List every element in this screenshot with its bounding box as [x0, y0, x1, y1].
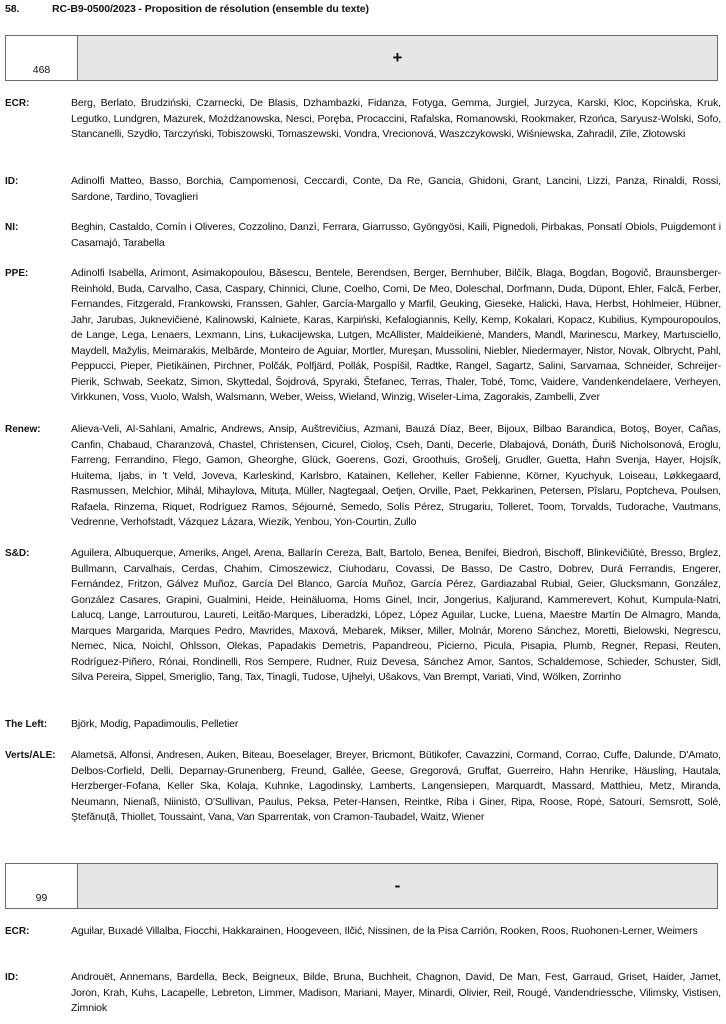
- vote-title-text: RC-B9-0500/2023 - Proposition de résolution (ensemble du texte): [52, 3, 369, 15]
- group-names: Adinolfi Isabella, Arimont, Asimakopoulou, Băsescu, Bentele, Berendsen, Berger, Bernhuber, Bilčík, Blaga, Bogdan, Bogovič, Braunsberger-Reinhold, Buda, Carvalho, Casa, Caspary, Chinnici, Clune, Coelho, Comi, De Meo, Doleschal, Dorfmann, Duda, Düpont, Ehler, Falcă, Ferber, Fernandes, Fitzgerald, Frankowski, Franssen, Gahler, García-Margallo y Marfil, Geuking, Gieseke, Halicki, Hava, Herbst, Hohlmeier, Hübner, Jahr, Jarubas, Juknevičienė, Kalinowski, Kalniete, Karas, Karpiński, Kefalogiannis, Kelly, Kemp, Kokalari, Kopacz, Kubilius, Kympouropoulos, de Lange, Lega, Lenaers, Lexmann, Lins, Łukacijewska, Lutgen, McAllister, Maldeikienė, Manders, Mandl, Marinescu, Markey, Martusciello, Maydell, Mažylis, Meimarakis, Melbārde, Monteiro de Aguiar, Mortler, Mureşan, Mussolini, Niebler, Niedermayer, Nistor, Novak, Olbrycht, Pahl, Peppucci, Pieper, Pietikäinen, Pirchner, Polčák, Polfjärd, Pollák, Pospíšil, Radtke, Rangel, Sagartz, Salini, Sarvamaa, Schneider, Schreijer-Pierik, Schwab, Seekatz, Simon, Skyttedal, Šojdrová, Spyraki, Štefanec, Terras, Thaler, Tobé, Tomc, Vaidere, Vandenkendelaere, Verheyen, Virkkunen, Voss, Vuolo, Walsh, Walsmann, Weber, Weiss, Wieland, Winzig, Wiseler-Lima, Zagorakis, Zambelli, Zver: [71, 267, 721, 403]
- group-ni-for: [5, 220, 721, 251]
- group-label: S&D:: [5, 548, 30, 559]
- group-names: Androuët, Annemans, Bardella, Beck, Beigneux, Bilde, Bruna, Buchheit, Chagnon, David, De Man, Fest, Garraud, Griset, Haider, Jamet, Joron, Krah, Kuhs, Lacapelle, Lebreton, Limmer, Madison, Mariani, Mayer, Minardi, Olivier, Reil, Rougé, Vandendriessche, Vilimsky, Vistisen, Zimniok: [71, 971, 721, 1014]
- group-label: ID:: [5, 176, 19, 187]
- group-ppe-for: [5, 266, 721, 406]
- group-names: Berg, Berlato, Brudziński, Czarnecki, De Blasis, Dzhambazki, Fidanza, Fotyga, Gemma, Jurgiel, Jurzyca, Karski, Kloc, Kopcińska, Kruk, Legutko, Lundgren, Mazurek, Możdżanowska, Nesci, Poręba, Procaccini, Rafalska, Romanowski, Rookmaker, Rzońca, Saryusz-Wolski, Sofo, Stancanelli, Szydło, Tarczyński, Tobiszowski, Tomaszewski, Vondra, Vrecionová, Waszczykowski, Wiśniewska, Zahradil, Zīle, Złotowski: [71, 97, 721, 140]
- group-id-against: [5, 970, 721, 1017]
- vote-count-cell: [6, 864, 78, 908]
- vote-sign-against: -: [78, 864, 717, 908]
- vote-number: 58.: [5, 3, 20, 15]
- group-names: Aguilera, Albuquerque, Ameriks, Angel, Arena, Ballarín Cereza, Balt, Bartolo, Benea, Benifei, Biedroń, Bischoff, Blinkevičiūtė, Bresso, Brglez, Bullmann, Carvalhais, Cerdas, Chahim, Cimoszewicz, Ciuhodaru, Covassi, De Basso, De Castro, Dobrev, Durá Ferrandis, Engerer, Fernández, Fritzon, Gálvez Muñoz, García Del Blanco, García Muñoz, García Pérez, Gardiazabal Rubial, Geier, Glucksmann, González, González Casares, Grapini, Gualmini, Heide, Heinäluoma, Homs Ginel, Incir, Jongerius, Kaljurand, Kammerevert, Kohut, Kumpula-Natri, Lalucq, Lange, Larrouturou, Laureti, Leitão-Marques, Liberadzki, López, López Aguilar, Lucke, Luena, Maestre Martín De Almagro, Manda, Marques Margarida, Marques Pedro, Mavrides, Maxová, Mebarek, Mikser, Miller, Molnár, Moreno Sánchez, Moretti, Bielowski, Negrescu, Nemec, Nica, Noichl, Ohlsson, Olekas, Papadakis Demetris, Papandreou, Picierno, Picula, Pisapia, Plumb, Regner, Repasi, Reuten, Rodríguez-Piñero, Rónai, Rondinelli, Ros Sempere, Rudner, Ruiz Devesa, Sánchez Amor, Santos, Schaldemose, Schieder, Schuster, Sidl, Silva Pereira, Sippel, Smeriglio, Tang, Tax, Tinagli, Tudose, Ujhelyi, Ušakovs, Van Brempt, Variati, Vind, Wölken, Zorrinho: [71, 547, 721, 683]
- group-names: Björk, Modig, Papadimoulis, Pelletier: [71, 718, 239, 730]
- group-label: ECR:: [5, 98, 30, 109]
- group-names: Aguilar, Buxadé Villalba, Fiocchi, Hakkarainen, Hoogeveen, Ilčić, Nissinen, de la Pisa Carrión, Rooken, Roos, Ruohonen-Lerner, Weimers: [71, 925, 698, 937]
- vote-count: 468: [32, 64, 51, 76]
- vote-result-against: [5, 863, 718, 909]
- group-names: Alieva-Veli, Al-Sahlani, Amalric, Andrews, Ansip, Auštrevičius, Azmani, Bauzá Díaz, Beer, Bijoux, Bilbao Barandica, Botoş, Boyer, Cañas, Canfin, Chabaud, Charanzová, Chastel, Christensen, Cicurel, Cioloş, Cseh, Danti, Decerle, Dlabajová, Donáth, Ďuriš Nicholsonová, Eroglu, Farreng, Ferrandino, Flego, Gamon, Gheorghe, Glück, Goerens, Gozi, Groothuis, Grošelj, Grudler, Guetta, Hahn Svenja, Hayer, Hojsík, Huitema, Ijabs, in 't Veld, Joveva, Karleskind, Karlsbro, Katainen, Kelleher, Keller Fabienne, Körner, Kyuchyuk, Loiseau, Løkkegaard, Rasmussen, Melchior, Mihál, Mihaylova, Mituța, Müller, Nagtegaal, Oetjen, Orville, Paet, Pekkarinen, Petersen, Pîslaru, Poptcheva, Poulsen, Rafaela, Rinzema, Riquet, Rodríguez Ramos, Séjourné, Semedo, Solís Pérez, Strugariu, Tolleret, Toom, Torvalds, Tudorache, Vautmans, Vedrenne, Verhofstadt, Vázquez Lázara, Wiezik, Yenbou, Yon-Courtin, Zullo: [71, 423, 721, 528]
- group-label: Verts/ALE:: [5, 750, 56, 761]
- vote-count: 99: [35, 892, 48, 904]
- group-label: PPE:: [5, 268, 29, 279]
- group-sd-for: [5, 546, 721, 686]
- group-renew-for: [5, 422, 721, 531]
- group-ecr-for: [5, 96, 721, 143]
- group-names: Alametsä, Alfonsi, Andresen, Auken, Biteau, Boeselager, Breyer, Bricmont, Bütikofer, Cavazzini, Cormand, Corrao, Cuffe, Dalunde, D'Amato, Delbos-Corfield, Delli, Deparnay-Grunenberg, Freund, Gallée, Geese, Gregorová, Gruffat, Guerreiro, Hahn Henrike, Häusling, Hautala, Herzberger-Fofana, Keller Ska, Kolaja, Kuhnke, Lagodinsky, Lamberts, Langensiepen, Marquardt, Massard, Matthieu, Metz, Miranda, Neumann, Nienaß, Niinistö, O'Sullivan, Paulus, Peksa, Peter-Hansen, Reintke, Riba i Giner, Ripa, Roose, Ropė, Satouri, Semsrott, Solé, Ştefănuță, Thiollet, Toussaint, Vana, Van Sparrentak, von Cramon-Taubadel, Waitz, Wiener: [71, 749, 721, 823]
- group-label: Renew:: [5, 424, 41, 435]
- vote-sign-for: +: [78, 36, 717, 80]
- group-label: NI:: [5, 222, 19, 233]
- group-names: Adinolfi Matteo, Basso, Borchia, Campomenosi, Ceccardi, Conte, Da Re, Gancia, Ghidoni, Grant, Lancini, Lizzi, Panza, Rinaldi, Rossi, Sardone, Tardino, Tovaglieri: [71, 175, 721, 203]
- group-label: ECR:: [5, 926, 30, 937]
- group-ecr-against: [5, 924, 721, 940]
- group-greens-for: [5, 748, 721, 826]
- group-label: ID:: [5, 972, 19, 983]
- group-left-for: [5, 717, 721, 733]
- group-id-for: [5, 174, 721, 205]
- vote-title: [5, 3, 369, 15]
- group-names: Beghin, Castaldo, Comín i Oliveres, Cozzolino, Danzì, Ferrara, Giarrusso, Gyöngyösi, Kaili, Pignedoli, Pirbakas, Ponsatí Obiols, Puigdemont i Casamajó, Tarabella: [71, 221, 721, 249]
- vote-result-for: [5, 35, 718, 81]
- group-label: The Left:: [5, 719, 48, 730]
- vote-count-cell: [6, 36, 78, 80]
